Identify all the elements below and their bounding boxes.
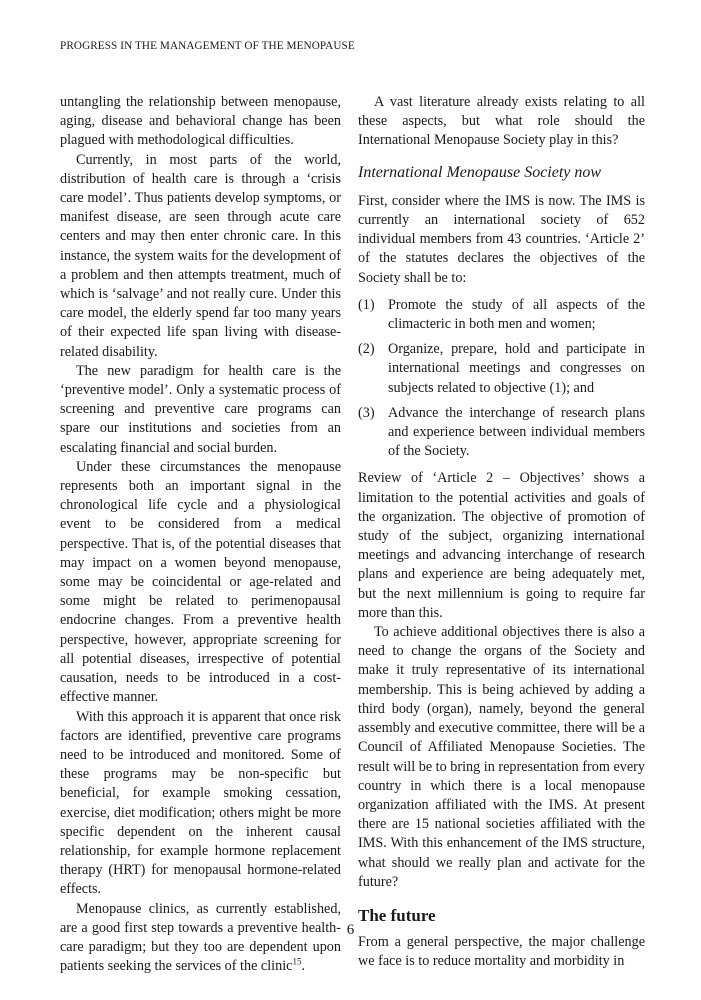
section-heading: The future [358, 905, 436, 925]
list-number: (1) [358, 296, 375, 313]
paragraph: untangling the relationship between menopause, aging, disease and behavioral change has been plagued with methodological difficulties. [60, 94, 341, 149]
paragraph: To achieve additional objectives there is also a need to change the organs of the Society and make it truly representative of its international membership. This is being achieved by adding a third body (organ), namely, beyond the general assembly and executive committee, there will be a Council of Affiliated Menopause Societies. The result will be to bring in representation from every country in which there is a local menopause organization affiliated with the IMS. At present there are 15 national societies affiliated with the IMS. With this enhancement of the IMS structure, what should we really plan and activate for the future? [358, 624, 645, 890]
list-item [358, 340, 645, 398]
paragraph: Review of ‘Article 2 – Objectives’ shows a limitation to the potential activities and goals of the organization. The objective of promotion of study of the subject, organizing international meetings and advancing interchange of research plans and experience are being adequately met, but the next millennium is going to require far more than this. [358, 470, 645, 621]
list-item [358, 296, 645, 334]
right-column [358, 93, 645, 972]
list-number: (3) [358, 404, 375, 421]
list-item [358, 404, 645, 462]
paragraph: With this approach it is apparent that once risk factors are identified, preventive care programs need to be introduced and monitored. Some of these programs may be non-specific but beneficial, for example smoking cessation, exercise, diet modification; others might be more specific dependent on the inherent causal relationship, for example hormone replacement therapy (HRT) for menopausal hormone-related effects. [60, 708, 341, 898]
paragraph-text: Menopause clinics, as currently established, are a good first step towards a preventive health-care paradigm; but they too are dependent upon patients seeking the services of the clinic [60, 900, 341, 975]
paragraph: Under these circumstances the menopause represents both an important signal in the chronological life cycle and a physiological event to be considered from a medical perspective. That is, of the potential diseases that may impact on a women beyond menopause, some may be coincidental or age-related and some might be related to perimenopausal endocrine changes. From a preventive health perspective, however, appropriate screening for all potential diseases, irrespective of potential causation, needs to be introduced in a cost-effective manner. [60, 458, 341, 706]
reference-marker: 15 [292, 956, 302, 967]
page-number: 6 [346, 922, 355, 938]
list-text: Advance the interchange of research plans and experience between individual members of the Society. [388, 404, 645, 460]
running-head: PROGRESS IN THE MANAGEMENT OF THE MENOPAUSE [60, 40, 355, 52]
paragraph: Currently, in most parts of the world, distribution of health care is through a ‘crisis care model’. Thus patients develop symptoms, or manifest disease, are seen through acute care centers and may then enter chronic care. In this instance, the system waits for the development of a problem and then attempts treatment, much of which is ‘salvage’ and not really cure. Under this care model, the elderly spend far too many years of their expected life span living with disease-related disability. [60, 151, 341, 360]
list-text: Organize, prepare, hold and participate in international meetings and congresses on subjects related to objective (1); and [388, 341, 645, 396]
paragraph-end: . [301, 958, 305, 975]
left-column [60, 93, 341, 976]
list-text: Promote the study of all aspects of the climacteric in both men and women; [388, 296, 645, 333]
objectives-list [358, 296, 645, 462]
paragraph: From a general perspective, the major challenge we face is to reduce mortality and morbidity in [358, 934, 645, 970]
paragraph: A vast literature already exists relating to all these aspects, but what role should the International Menopause Society play in this? [358, 94, 645, 149]
paragraph: The new paradigm for health care is the ‘preventive model’. Only a systematic process of screening and preventive care programs can spare our institutions and societies from an escalating financial and social burden. [60, 362, 341, 456]
section-subheading: International Menopause Society now [358, 163, 602, 181]
list-number: (2) [358, 341, 375, 358]
paragraph: First, consider where the IMS is now. The IMS is currently an international society of 652 individual members from 43 countries. ‘Article 2’ of the statutes declares the objectives of the Society shall be to: [358, 192, 645, 286]
